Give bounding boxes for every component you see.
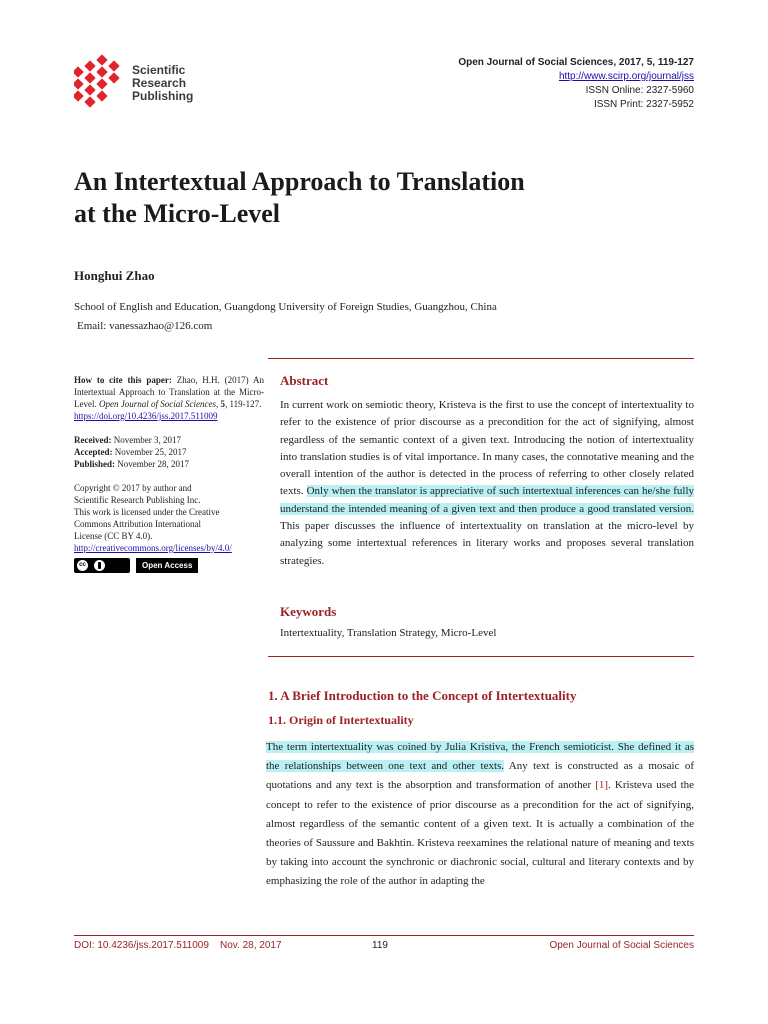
cite-label: How to cite this paper: <box>74 375 172 385</box>
logo-line3: Publishing <box>132 89 194 103</box>
abstract-part2: This paper discusses the influence of intertextuality on translation at the micro-level by analyzing some intertextual references in literary works and proposes several translation strategies. <box>280 520 694 567</box>
copyright-line4: Commons Attribution International <box>74 519 201 529</box>
issn-online: ISSN Online: 2327-5960 <box>585 85 694 96</box>
reference-link[interactable]: [1] <box>595 779 609 792</box>
section-1-heading: 1. A Brief Introduction to the Concept of Intertextuality <box>268 688 577 703</box>
author-email: Email: vanessazhao@126.com <box>77 320 213 332</box>
cc-icon: cc <box>77 560 88 571</box>
copyright-line2: Scientific Research Publishing Inc. <box>74 495 201 505</box>
section-1-1-heading: 1.1. Origin of Intertextuality <box>268 713 414 727</box>
citation-block <box>74 374 264 422</box>
published-label: Published: <box>74 459 116 469</box>
dates-block <box>74 434 264 470</box>
body-part2: . Kristeva used the concept to refer to the existence of prior discourse as a precondition for the act of signifying, almost regardless of the semantic content of a given text. It is actually a combination of the theories of Saussure and Bakhtin. Kristeva reexamines the relational nature of meaning and texts by taking into account the synchronic or diachronic social, cultural and literary contexts and by emphasizing the role of the author in adapting the <box>266 779 695 888</box>
doi-link[interactable]: https://doi.org/10.4236/jss.2017.511009 <box>74 411 218 421</box>
abstract-part1: In current work on semiotic theory, Kristeva is the first to use the concept of intertextuality to refer to the existence of prior discourse as a precondition for the act of signifying, almost regardless of the semantic context of a given text. Introducing the notion of intertextuality into translation studies is of vital importance. In many cases, the connotative meaning and the overall intention of the author is detected in the process of referring to other closely related texts. <box>280 399 694 498</box>
cite-pages: , 119-127. <box>224 399 262 409</box>
keywords-heading: Keywords <box>280 604 337 619</box>
copyright-block <box>74 482 264 554</box>
publisher-name <box>132 64 193 103</box>
cite-sep: , <box>215 399 221 409</box>
abstract-heading: Abstract <box>280 373 329 388</box>
cc-by-badge[interactable] <box>74 558 130 573</box>
cite-journal: Open Journal of Social Sciences <box>99 399 216 409</box>
publisher-logo-icon <box>74 54 130 114</box>
issn-print: ISSN Print: 2327-5952 <box>593 99 694 110</box>
section-1-body <box>266 738 694 892</box>
accepted-label: Accepted: <box>74 447 113 457</box>
author-affiliation: School of English and Education, Guangdong University of Foreign Studies, Guangzhou, China <box>74 301 497 313</box>
copyright-line3: This work is licensed under the Creative <box>74 507 220 517</box>
footer-doi-date: DOI: 10.4236/jss.2017.511009 Nov. 28, 2017 <box>74 940 282 951</box>
article-info-sidebar <box>74 374 264 573</box>
license-link[interactable]: http://creativecommons.org/licenses/by/4.0/ <box>74 543 232 553</box>
published-date: November 28, 2017 <box>115 459 190 469</box>
title-line1: An Intertextual Approach to Translation <box>74 167 525 196</box>
page-number: 119 <box>372 940 388 951</box>
author-name: Honghui Zhao <box>74 268 155 283</box>
cite-volume: 5 <box>220 399 225 409</box>
received-label: Received: <box>74 435 112 445</box>
logo-line2: Research <box>132 76 187 90</box>
open-access-badge: Open Access <box>136 558 198 573</box>
logo-line1: Scientific <box>132 63 186 77</box>
footer-journal: Open Journal of Social Sciences <box>549 940 694 951</box>
cite-text: Zhao, H.H. (2017) An Intertextual Approach to Translation at the Micro-Level. <box>74 375 264 409</box>
footer-rule <box>74 935 694 936</box>
body-part1: Any text is constructed as a mosaic of quotations and any text is the absorption and transformation of another <box>266 760 695 792</box>
journal-citation: Open Journal of Social Sciences, 2017, 5, 119-127 <box>458 57 694 68</box>
journal-info <box>458 56 694 112</box>
received-date: November 3, 2017 <box>111 435 181 445</box>
abstract-highlight: Only when the translator is appreciative of such intertextual inferences can he/she fully understand the intended meaning of a given text and then produce a good translated version. <box>280 485 694 515</box>
by-person-icon <box>94 560 105 571</box>
abstract-text <box>280 397 694 570</box>
keywords-bottom-rule <box>268 656 694 657</box>
abstract-top-rule <box>268 358 694 359</box>
license-badges <box>74 558 264 573</box>
publisher-logo <box>74 54 204 114</box>
body-highlight: The term intertextuality was coined by Julia Kristiva, the French semioticist. She defined it as the relationships between one text and other texts. <box>266 741 694 773</box>
copyright-line5: License (CC BY 4.0). <box>74 531 153 541</box>
accepted-date: November 25, 2017 <box>112 447 187 457</box>
paper-title <box>74 166 694 230</box>
journal-url-link[interactable]: http://www.scirp.org/journal/jss <box>558 71 694 82</box>
copyright-line1: Copyright © 2017 by author and <box>74 483 192 493</box>
title-line2: at the Micro-Level <box>74 199 280 228</box>
keywords-text: Intertextuality, Translation Strategy, Micro-Level <box>280 627 497 639</box>
